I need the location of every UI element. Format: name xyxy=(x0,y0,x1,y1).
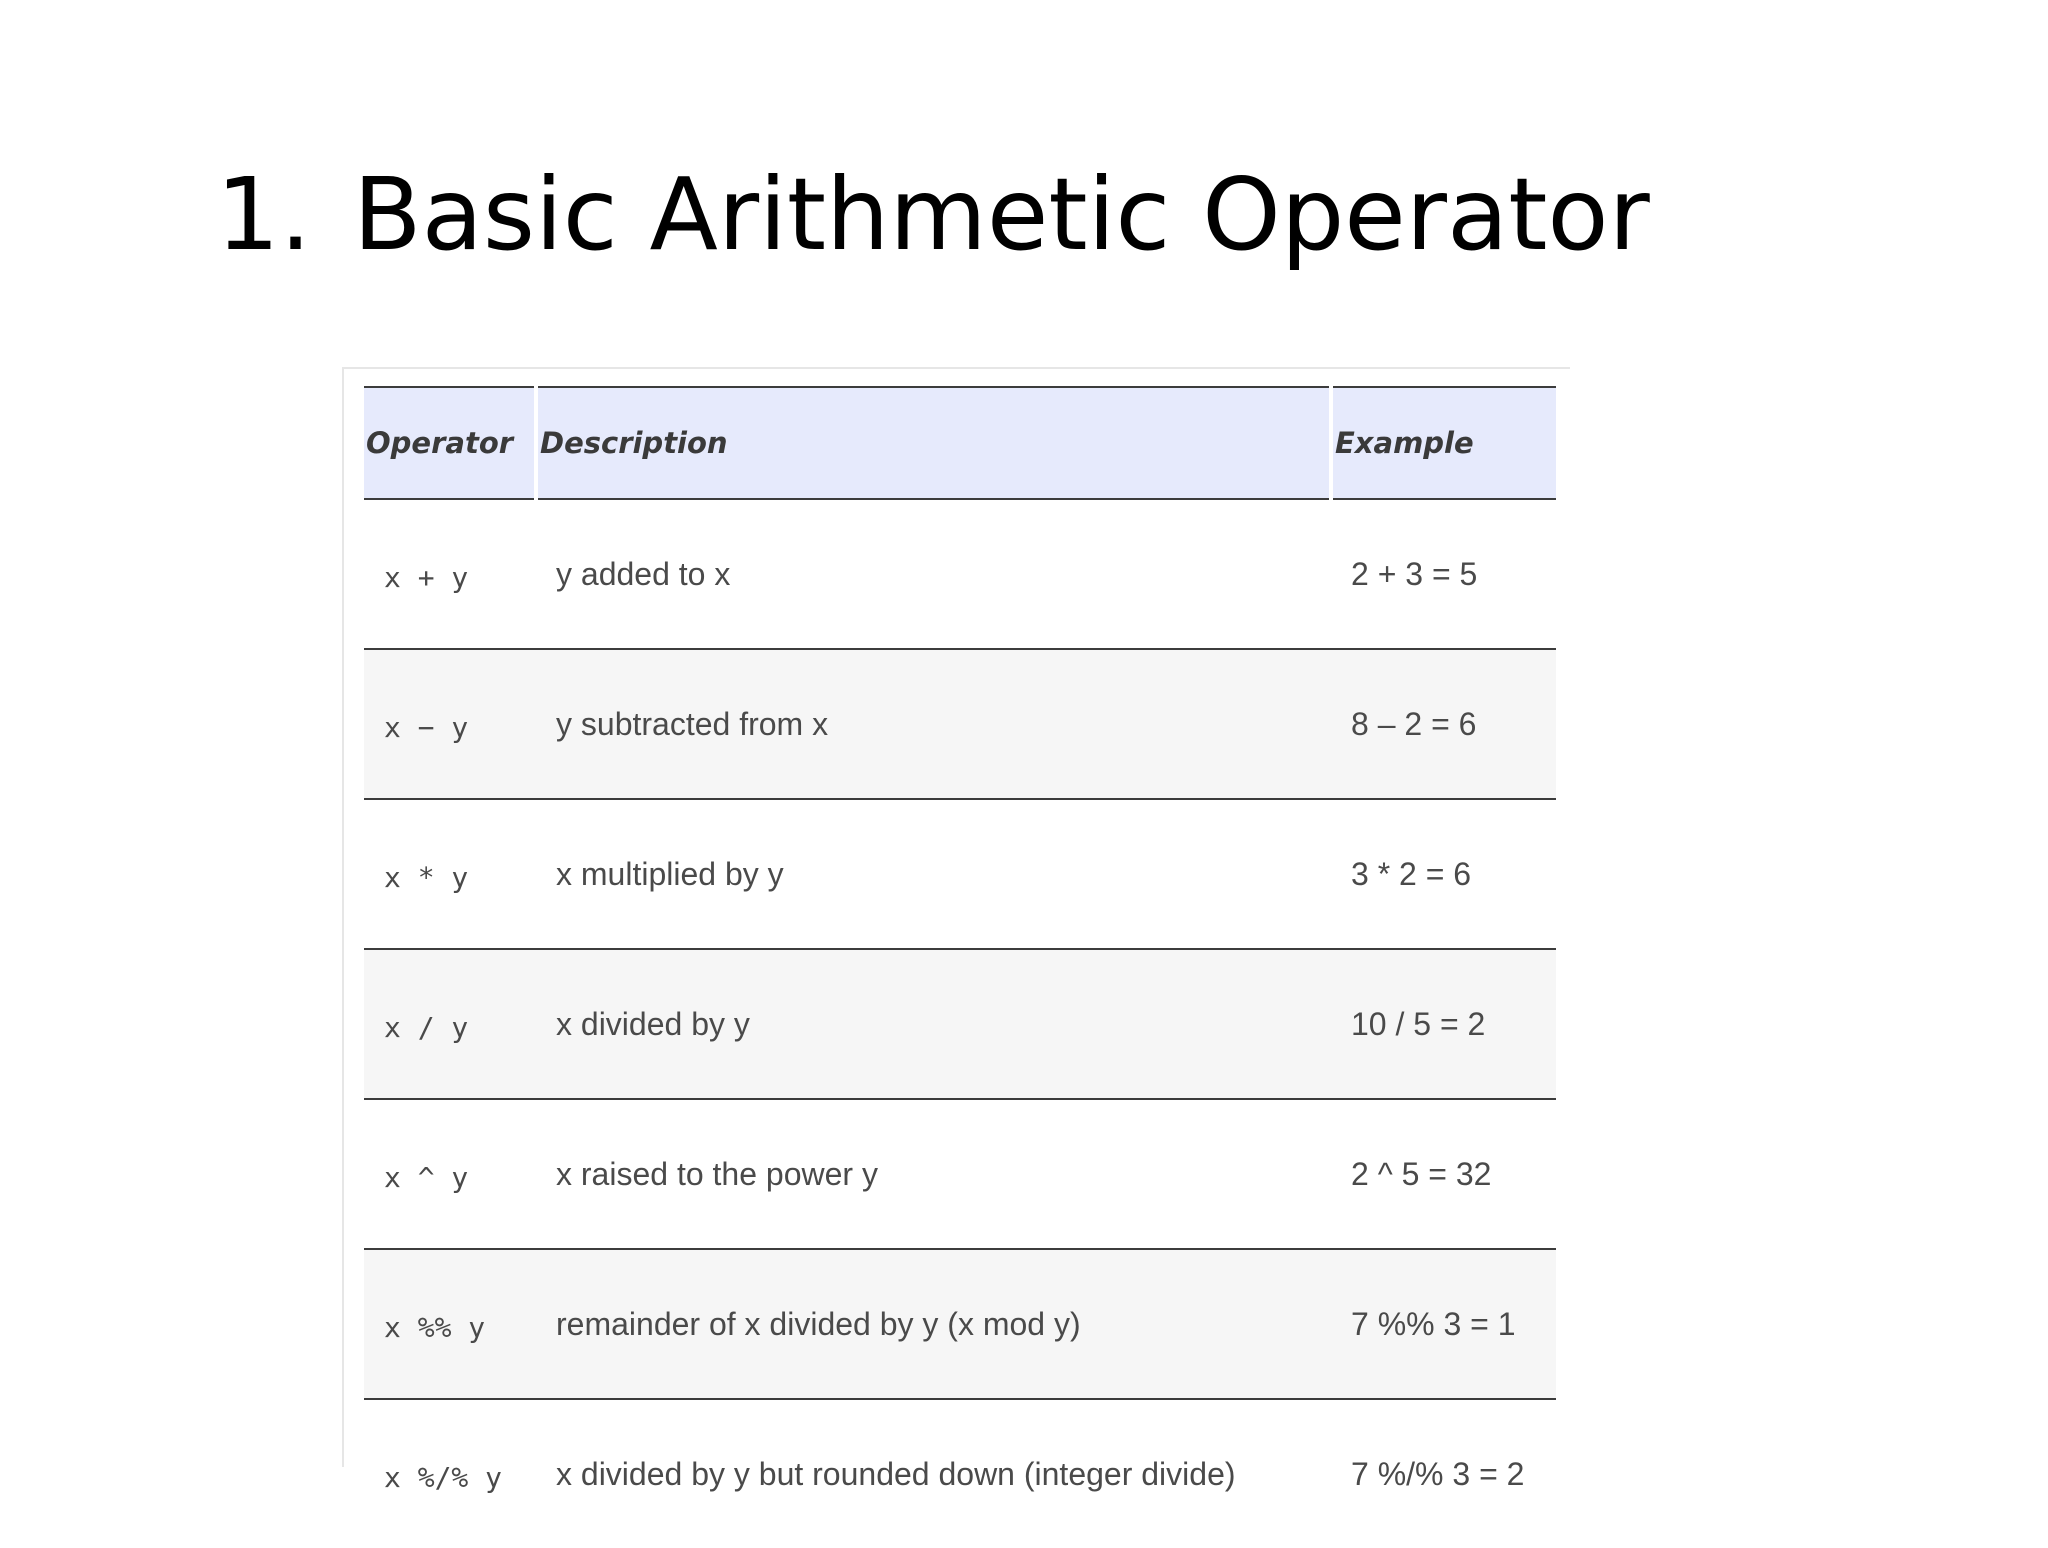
example-cell: 7 %/% 3 = 2 xyxy=(1351,1455,1525,1492)
operator-table xyxy=(364,386,1556,1548)
table-row xyxy=(364,1249,1556,1399)
example-cell: 10 / 5 = 2 xyxy=(1331,949,1556,1099)
table-row xyxy=(364,649,1556,799)
operator-cell: x ^ y xyxy=(364,1099,536,1249)
description-cell: x raised to the power y xyxy=(536,1099,1331,1249)
table-row xyxy=(364,799,1556,949)
example-cell: 7 %% 3 = 1 xyxy=(1331,1249,1556,1399)
header-example: Example xyxy=(1331,387,1556,499)
operator-cell: x * y xyxy=(364,799,536,949)
slide-title-text: Basic Arithmetic Operator xyxy=(353,156,1650,273)
example-cell: 2 ^ 5 = 32 xyxy=(1331,1099,1556,1249)
header-operator: Operator xyxy=(364,387,536,499)
description-cell: x multiplied by y xyxy=(536,799,1331,949)
description-cell: x divided by y xyxy=(536,949,1331,1099)
table-row xyxy=(364,499,1556,649)
operator-cell: x + y xyxy=(364,499,536,649)
example-cell: 3 * 2 = 6 xyxy=(1331,799,1556,949)
table-row xyxy=(364,1399,1556,1548)
operator-cell: x %% y xyxy=(364,1249,536,1399)
description-cell: y subtracted from x xyxy=(536,649,1331,799)
description-cell: x divided by y but rounded down (integer divide) xyxy=(556,1455,1236,1492)
slide-title xyxy=(216,150,1650,280)
description-cell: y added to x xyxy=(536,499,1331,649)
table-header-row xyxy=(364,387,1556,499)
example-cell: 8 – 2 = 6 xyxy=(1331,649,1556,799)
table-row xyxy=(364,949,1556,1099)
operator-table-frame xyxy=(342,367,1570,1494)
operator-cell: x − y xyxy=(364,649,536,799)
header-description: Description xyxy=(536,387,1331,499)
example-cell: 2 + 3 = 5 xyxy=(1331,499,1556,649)
table-row xyxy=(364,1099,1556,1249)
operator-cell: x / y xyxy=(364,949,536,1099)
description-cell: remainder of x divided by y (x mod y) xyxy=(536,1249,1331,1399)
operator-cell: x %/% y xyxy=(384,1460,503,1494)
slide-number: 1. xyxy=(216,156,312,273)
